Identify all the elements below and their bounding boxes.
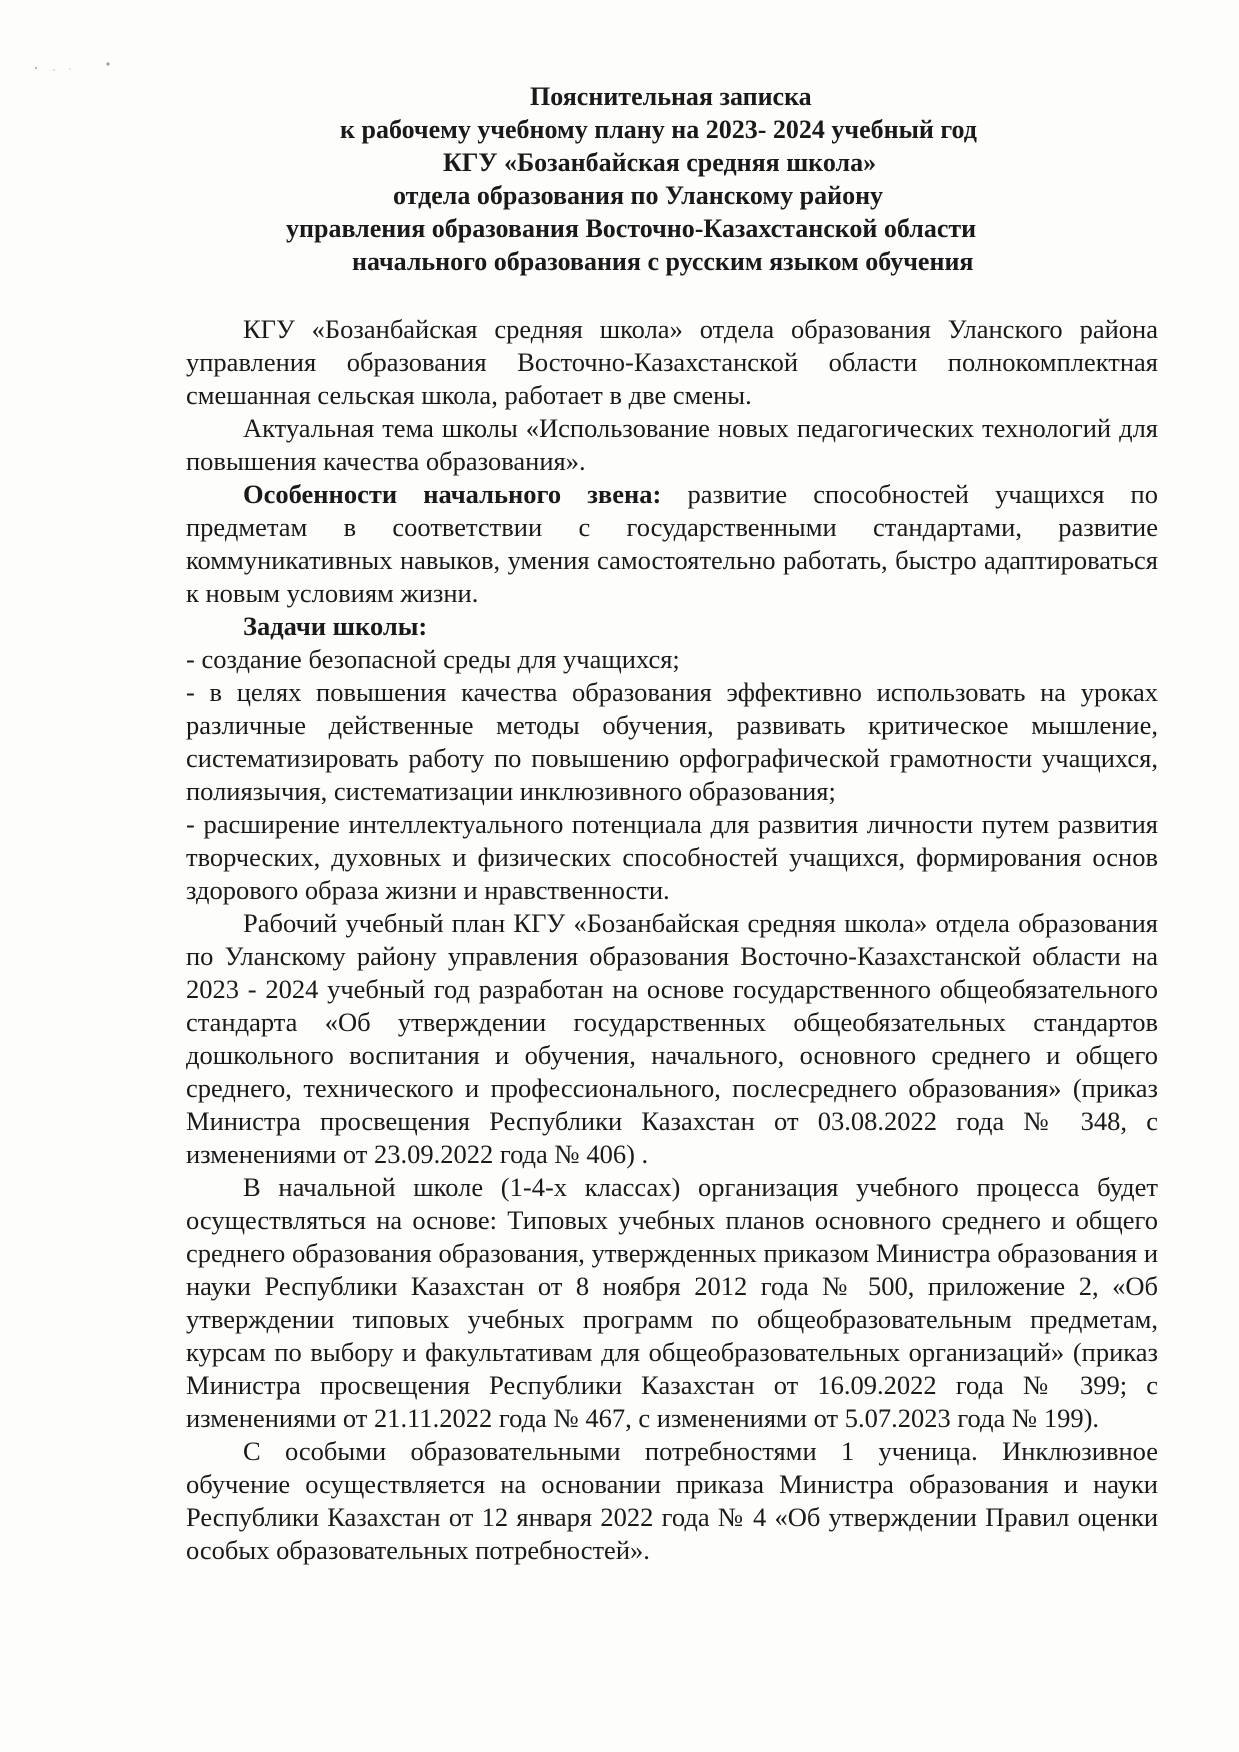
paragraph-inclusive: С особыми образовательными потребностями 1 ученица. Инклюзивное обучение осуществляется на основании приказа Министра образования и науки Республики Казахстан от 12 января 2022 года № 4 «Об утверждении Правил оценки особых образовательных потребностей».: [186, 1436, 1158, 1565]
paragraph-plan: Рабочий учебный план КГУ «Бозанбайская средняя школа» отдела образования по Уланскому району управления образования Восточно-Казахстанской области на 2023 - 2024 учебный год разработан на основе государственного общеобязательного стандарта «Об утверждении государственных общеобязательных стандартов дошкольного воспитания и обучения, начального, основного среднего и общего среднего, технического и профессионального, послесреднего образования» (приказ Министра просвещения Республики Казахстан от 03.08.2022 года № 348, с изменениями от 23.09.2022 года № 406) .: [186, 908, 1158, 1169]
heading-line-1: Пояснительная записка: [530, 82, 812, 111]
heading-line-5: управления образования Восточно-Казахстанской области: [286, 214, 977, 243]
heading-line-6: начального образования с русским языком обучения: [352, 247, 974, 276]
features-text: развитие способностей учащихся по предметам в соответствии с государственными стандартами, развитие коммуникативных навыков, умения самостоятельно работать, быстро адаптироваться к новым условиям жизни.: [186, 479, 1158, 608]
document-body: [186, 313, 1158, 1567]
scan-artifact: [30, 58, 120, 78]
features-label: Особенности начального звена:: [243, 479, 662, 509]
paragraph-intro: КГУ «Бозанбайская средняя школа» отдела образования Уланского района управления образования Восточно-Казахстанской области полнокомплектная смешанная сельская школа, работает в две смены.: [186, 314, 1158, 410]
task-item-1: - создание безопасной среды для учащихся;: [186, 644, 680, 674]
task-item-2: - в целях повышения качества образования эффективно использовать на уроках различные действенные методы обучения, развивать критическое мышление, систематизировать работу по повышению орфографической грамотности учащихся, полиязычия, систематизации инклюзивного образования;: [186, 677, 1158, 806]
heading-line-3: КГУ «Бозанбайская средняя школа»: [443, 148, 877, 177]
tasks-title: Задачи школы:: [243, 611, 428, 641]
paragraph-primary-school: В начальной школе (1-4-х классах) организация учебного процесса будет осуществляться на основе: Типовых учебных планов основного среднего и общего среднего образования образования, утвержденных приказом Министра образования и науки Республики Казахстан от 8 ноября 2012 года № 500, приложение 2, «Об утверждении типовых учебных программ по общеобразовательным предметам, курсам по выбору и факультативам для общеобразовательных организаций» (приказ Министра просвещения Республики Казахстан от 16.09.2022 года № 399; с изменениями от 21.11.2022 года № 467, с изменениями от 5.07.2023 года № 199).: [186, 1172, 1158, 1433]
paragraph-topic: Актуальная тема школы «Использование новых педагогических технологий для повышения качества образования».: [186, 413, 1158, 476]
heading-line-2: к рабочему учебному плану на 2023- 2024 учебный год: [340, 115, 977, 144]
paragraph-features: [186, 478, 1158, 610]
task-item-3: - расширение интеллектуального потенциала для развития личности путем развития творческих, духовных и физических способностей учащихся, формирования основ здорового образа жизни и нравственности.: [186, 809, 1158, 905]
document-heading: [240, 80, 1100, 278]
heading-line-4: отдела образования по Уланскому району: [393, 181, 884, 210]
